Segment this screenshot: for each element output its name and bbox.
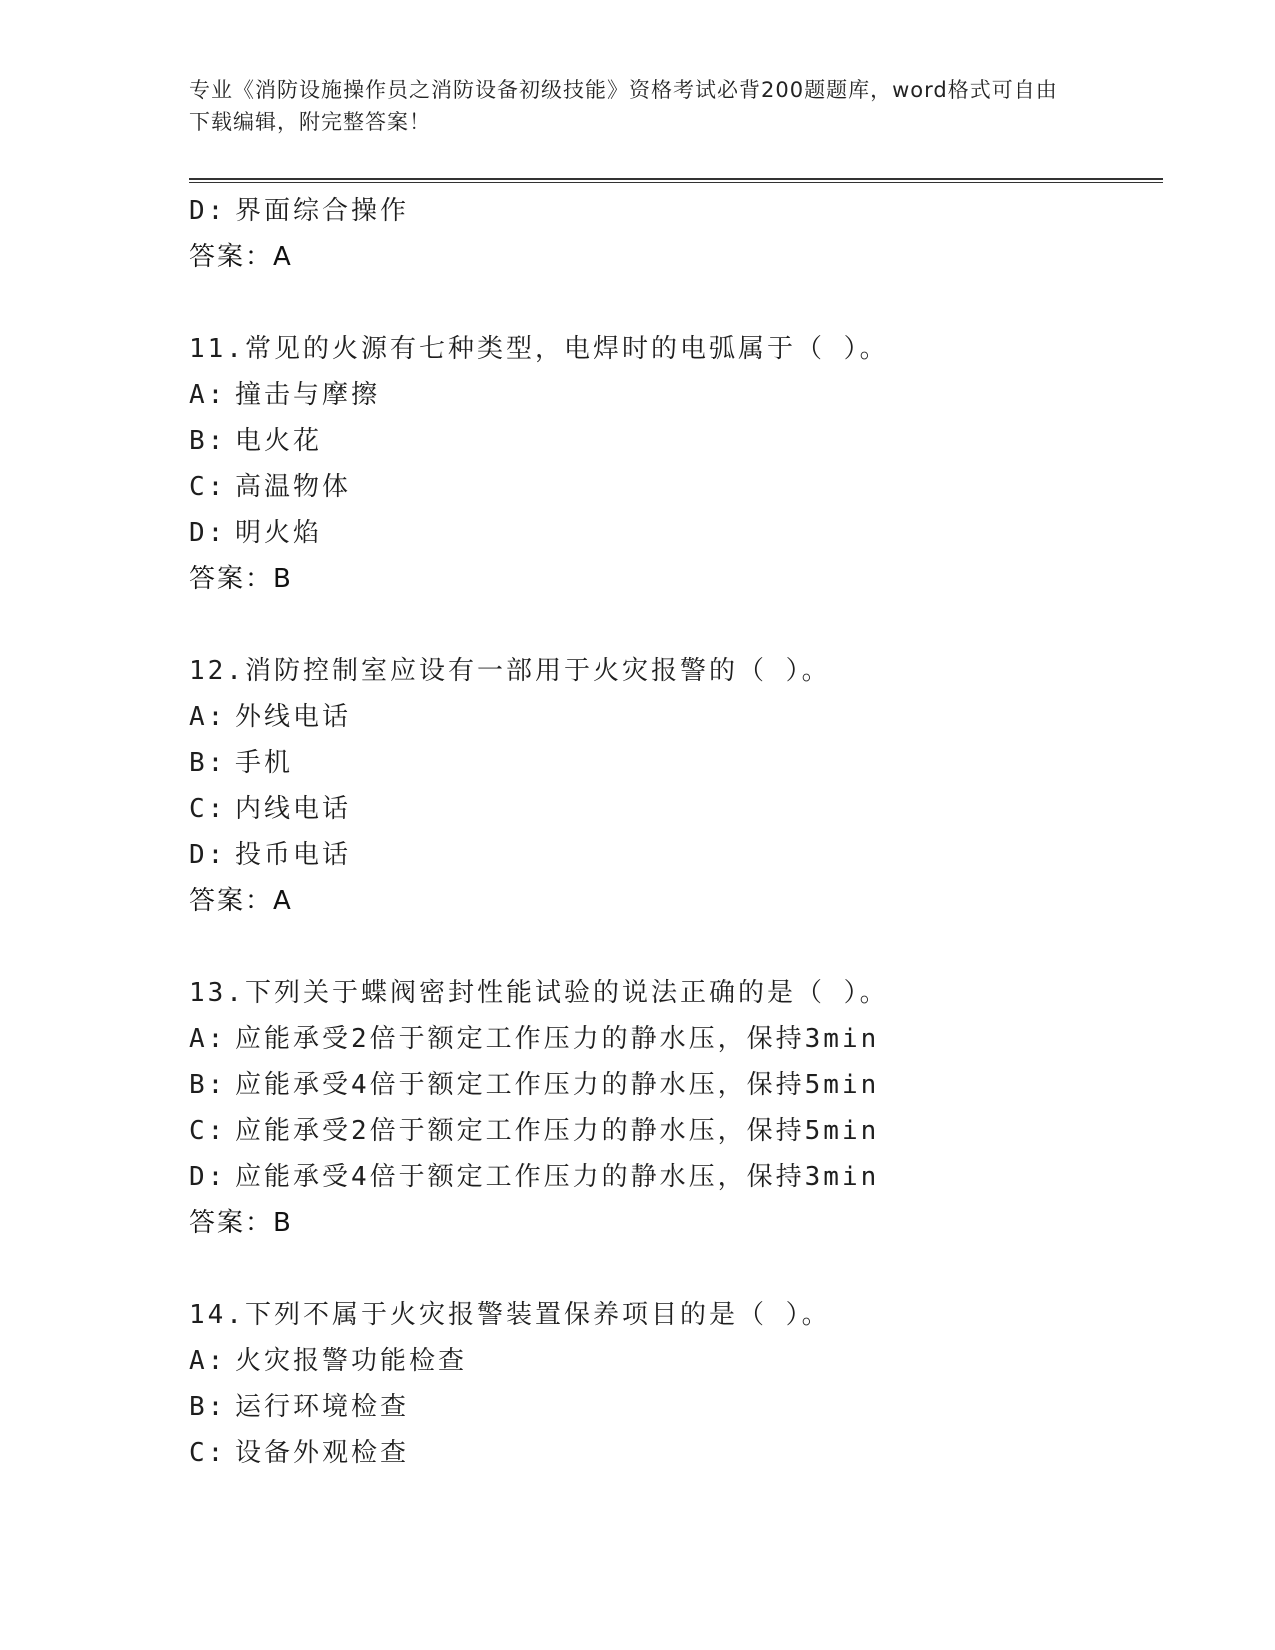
- option-row: [189, 1062, 1169, 1108]
- option-row: [189, 1430, 1169, 1476]
- option-letter: C:: [189, 794, 227, 824]
- question-block: [189, 970, 1169, 1246]
- option-letter: A:: [189, 1024, 227, 1054]
- option-letter: D:: [189, 196, 227, 226]
- question-block: [189, 326, 1169, 602]
- option-letter: C:: [189, 1438, 227, 1468]
- option-text: 应能承受4倍于额定工作压力的静水压，保持5min: [235, 1070, 880, 1100]
- option-text: 应能承受2倍于额定工作压力的静水压，保持3min: [235, 1024, 880, 1054]
- option-letter: D:: [189, 1162, 227, 1192]
- answer-line: 答案：B: [189, 564, 293, 594]
- option-letter: B:: [189, 1392, 227, 1422]
- question-list: [189, 188, 1169, 1476]
- option-text: 内线电话: [235, 794, 352, 824]
- option-row: [189, 188, 1169, 234]
- option-text: 设备外观检查: [235, 1438, 410, 1468]
- option-letter: A:: [189, 1346, 227, 1376]
- option-row: [189, 1016, 1169, 1062]
- option-text: 应能承受2倍于额定工作压力的静水压，保持5min: [235, 1116, 880, 1146]
- question-stem: 13.下列关于蝶阀密封性能试验的说法正确的是（ ）。: [189, 978, 889, 1008]
- option-letter: B:: [189, 748, 227, 778]
- document-header: 专业《消防设施操作员之消防设备初级技能》资格考试必背200题题库，word格式可自由下载编辑，附完整答案！: [189, 78, 1058, 134]
- option-text: 撞击与摩擦: [235, 380, 381, 410]
- option-text: 高温物体: [235, 472, 352, 502]
- question-block: [189, 1292, 1169, 1476]
- option-text: 投币电话: [235, 840, 352, 870]
- option-row: [189, 694, 1169, 740]
- option-row: [189, 464, 1169, 510]
- question-stem: 11.常见的火源有七种类型，电焊时的电弧属于（ ）。: [189, 334, 889, 364]
- option-text: 运行环境检查: [235, 1392, 410, 1422]
- option-letter: C:: [189, 472, 227, 502]
- answer-line: 答案：A: [189, 242, 293, 272]
- option-text: 火灾报警功能检查: [235, 1346, 468, 1376]
- option-row: [189, 1384, 1169, 1430]
- header-divider: [189, 178, 1163, 183]
- option-row: [189, 1108, 1169, 1154]
- option-text: 手机: [235, 748, 294, 778]
- option-letter: A:: [189, 702, 227, 732]
- option-letter: A:: [189, 380, 227, 410]
- option-letter: C:: [189, 1116, 227, 1146]
- option-text: 界面综合操作: [235, 196, 410, 226]
- option-text: 外线电话: [235, 702, 352, 732]
- option-letter: B:: [189, 426, 227, 456]
- option-row: [189, 418, 1169, 464]
- option-row: [189, 510, 1169, 556]
- answer-line: 答案：A: [189, 886, 293, 916]
- option-row: [189, 786, 1169, 832]
- option-letter: B:: [189, 1070, 227, 1100]
- option-row: [189, 832, 1169, 878]
- option-row: [189, 1154, 1169, 1200]
- question-block: [189, 648, 1169, 924]
- option-text: 应能承受4倍于额定工作压力的静水压，保持3min: [235, 1162, 880, 1192]
- option-row: [189, 740, 1169, 786]
- question-stem: 14.下列不属于火灾报警装置保养项目的是（ ）。: [189, 1300, 831, 1330]
- option-text: 电火花: [235, 426, 323, 456]
- answer-line: 答案：B: [189, 1208, 293, 1238]
- option-row: [189, 372, 1169, 418]
- question-stem: 12.消防控制室应设有一部用于火灾报警的（ ）。: [189, 656, 831, 686]
- option-letter: D:: [189, 518, 227, 548]
- option-text: 明火焰: [235, 518, 323, 548]
- option-row: [189, 1338, 1169, 1384]
- option-letter: D:: [189, 840, 227, 870]
